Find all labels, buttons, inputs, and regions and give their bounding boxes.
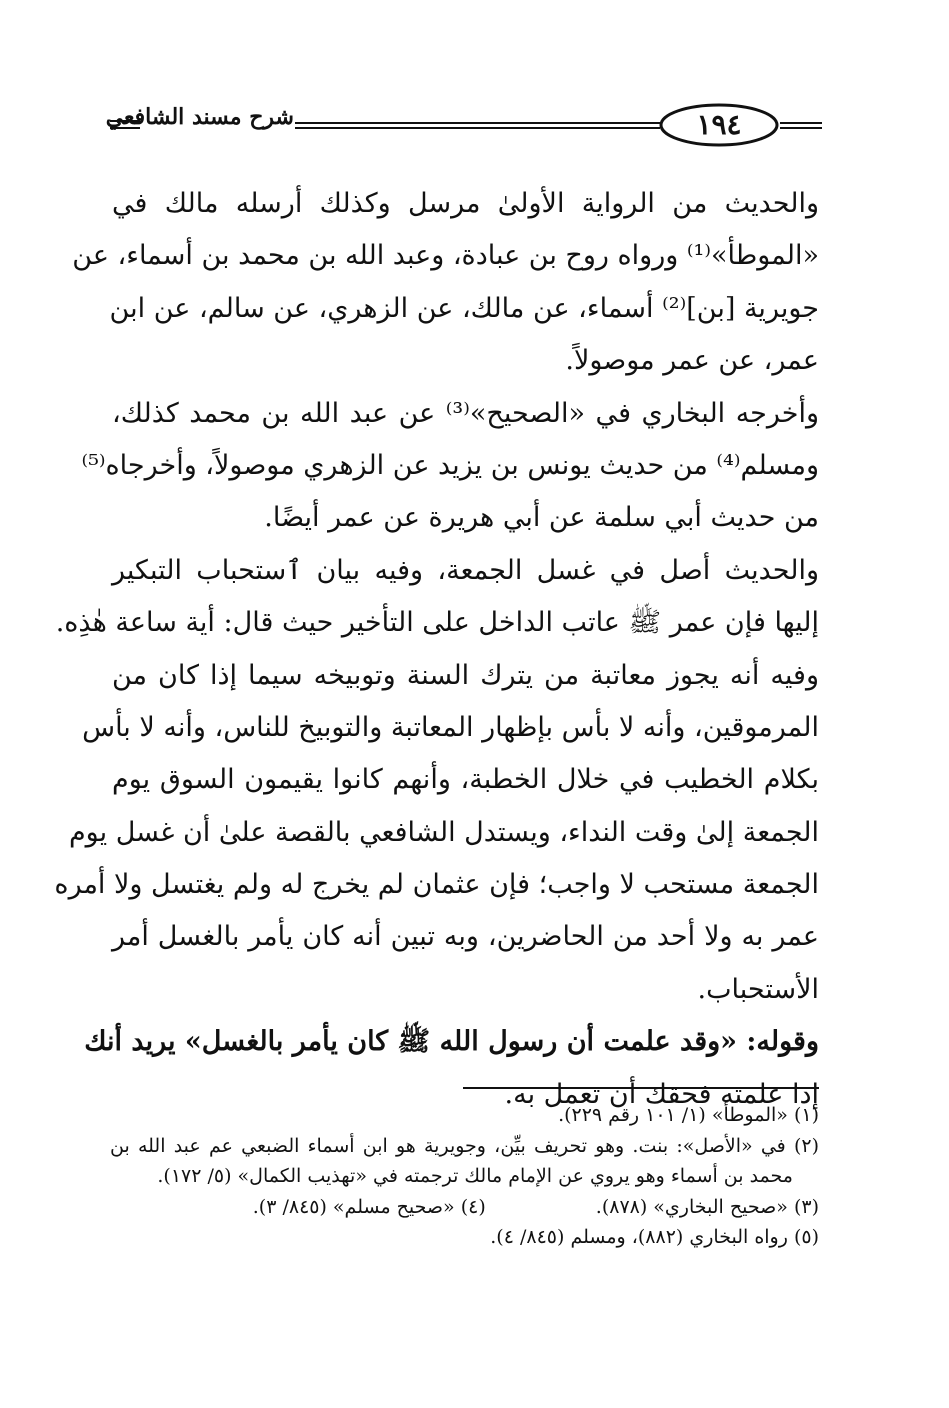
header-rule-middle (295, 122, 660, 129)
footnote-5: (٥) رواه البخاري (٨٨٢)، ومسلم (٨٤٥/ ٤). (490, 1226, 819, 1248)
footnote-2-line-2: محمد بن أسماء وهو يروي عن الإمام مالك ترجمته في «تهذيب الكمال» (٥/ ١٧٢). (157, 1165, 793, 1187)
text-line-bold-quote: وقوله: «وقد علمت أن رسول الله ﷺ كان يأمر بالغسل» يريد أنك (84, 1026, 819, 1058)
text-line: جويرية [بن]⁽²⁾ أسماء، عن مالك، عن الزهري، عن سالم، عن ابن (109, 292, 819, 324)
text-line: الأستحباب. (697, 973, 819, 1005)
text-line: بكلام الخطيب في خلال الخطبة، وأنهم كانوا يقيمون السوق يوم (112, 764, 819, 796)
text-line: والحديث من الرواية الأولىٰ مرسل وكذلك أرسله مالك في (112, 188, 819, 219)
text-line: عمر، عن عمر موصولاً. (565, 345, 819, 377)
text-line: عمر به ولا أحد من الحاضرين، وبه تبين أنه كان يأمر بالغسل أمر (112, 921, 819, 953)
footnote-3: (٣) «صحيح البخاري» (٨٧٨). (595, 1195, 819, 1218)
footnotes (110, 1100, 819, 1253)
footnote-4: (٤) «صحيح مسلم» (٨٤٥/ ٣). (252, 1195, 486, 1218)
text-line: وفيه أنه يجوز معاتبة من يترك السنة وتوبيخه سيما إذا كان من (112, 659, 819, 691)
text-line: وأخرجه البخاري في «الصحيح»⁽³⁾ عن عبد الله بن محمد كذلك، (112, 397, 819, 429)
text-line: الجمعة مستحب لا واجب؛ فإن عثمان لم يخرج له ولم يغتسل ولا أمره (54, 869, 819, 901)
page-number-badge (658, 102, 780, 148)
footnote-2-line-1: (٢) في «الأصل»: بنت. وهو تحريف بيِّن، وجويرية هو ابن أسماء الضبعي عم عبد الله بن (110, 1134, 819, 1157)
footnote-separator (463, 1087, 819, 1089)
text-line: ومسلم⁽⁴⁾ من حديث يونس بن يزيد عن الزهري موصولاً، وأخرجاه⁽⁵⁾ (81, 449, 819, 481)
footnote-3-4-row (110, 1192, 819, 1223)
running-title: شرح مسند الشافعي (105, 104, 294, 130)
page-number: ١٩٤ (696, 108, 742, 141)
text-line: إذا علمته فحقك أن تعمل به. (504, 1078, 819, 1110)
text-line: من حديث أبي سلمة عن أبي هريرة عن عمر أيضًا. (264, 502, 819, 534)
text-line: والحديث أصل في غسل الجمعة، وفيه بيان ٱستحباب التبكير (112, 554, 819, 586)
text-line: الجمعة إلىٰ وقت النداء، ويستدل الشافعي بالقصة علىٰ أن غسل يوم (68, 816, 819, 848)
header-rule-right (780, 122, 822, 129)
text-line: «الموطأ»⁽¹⁾ ورواه روح بن عبادة، وعبد الله بن محمد بن أسماء، عن (72, 240, 819, 272)
text-line: إليها فإن عمر ﷺ عاتب الداخل على التأخير حيث قال: أية ساعة هٰذِه. (55, 607, 819, 639)
page-header (105, 96, 822, 152)
text-line: المرموقين، وأنه لا بأس بإظهار المعاتبة والتوبيخ للناس، وأنه لا بأس (82, 711, 819, 743)
main-text (54, 178, 819, 1121)
footnote-1: (١) «الموطأ» (١/ ١٠١ رقم ٢٢٩). (558, 1104, 819, 1126)
